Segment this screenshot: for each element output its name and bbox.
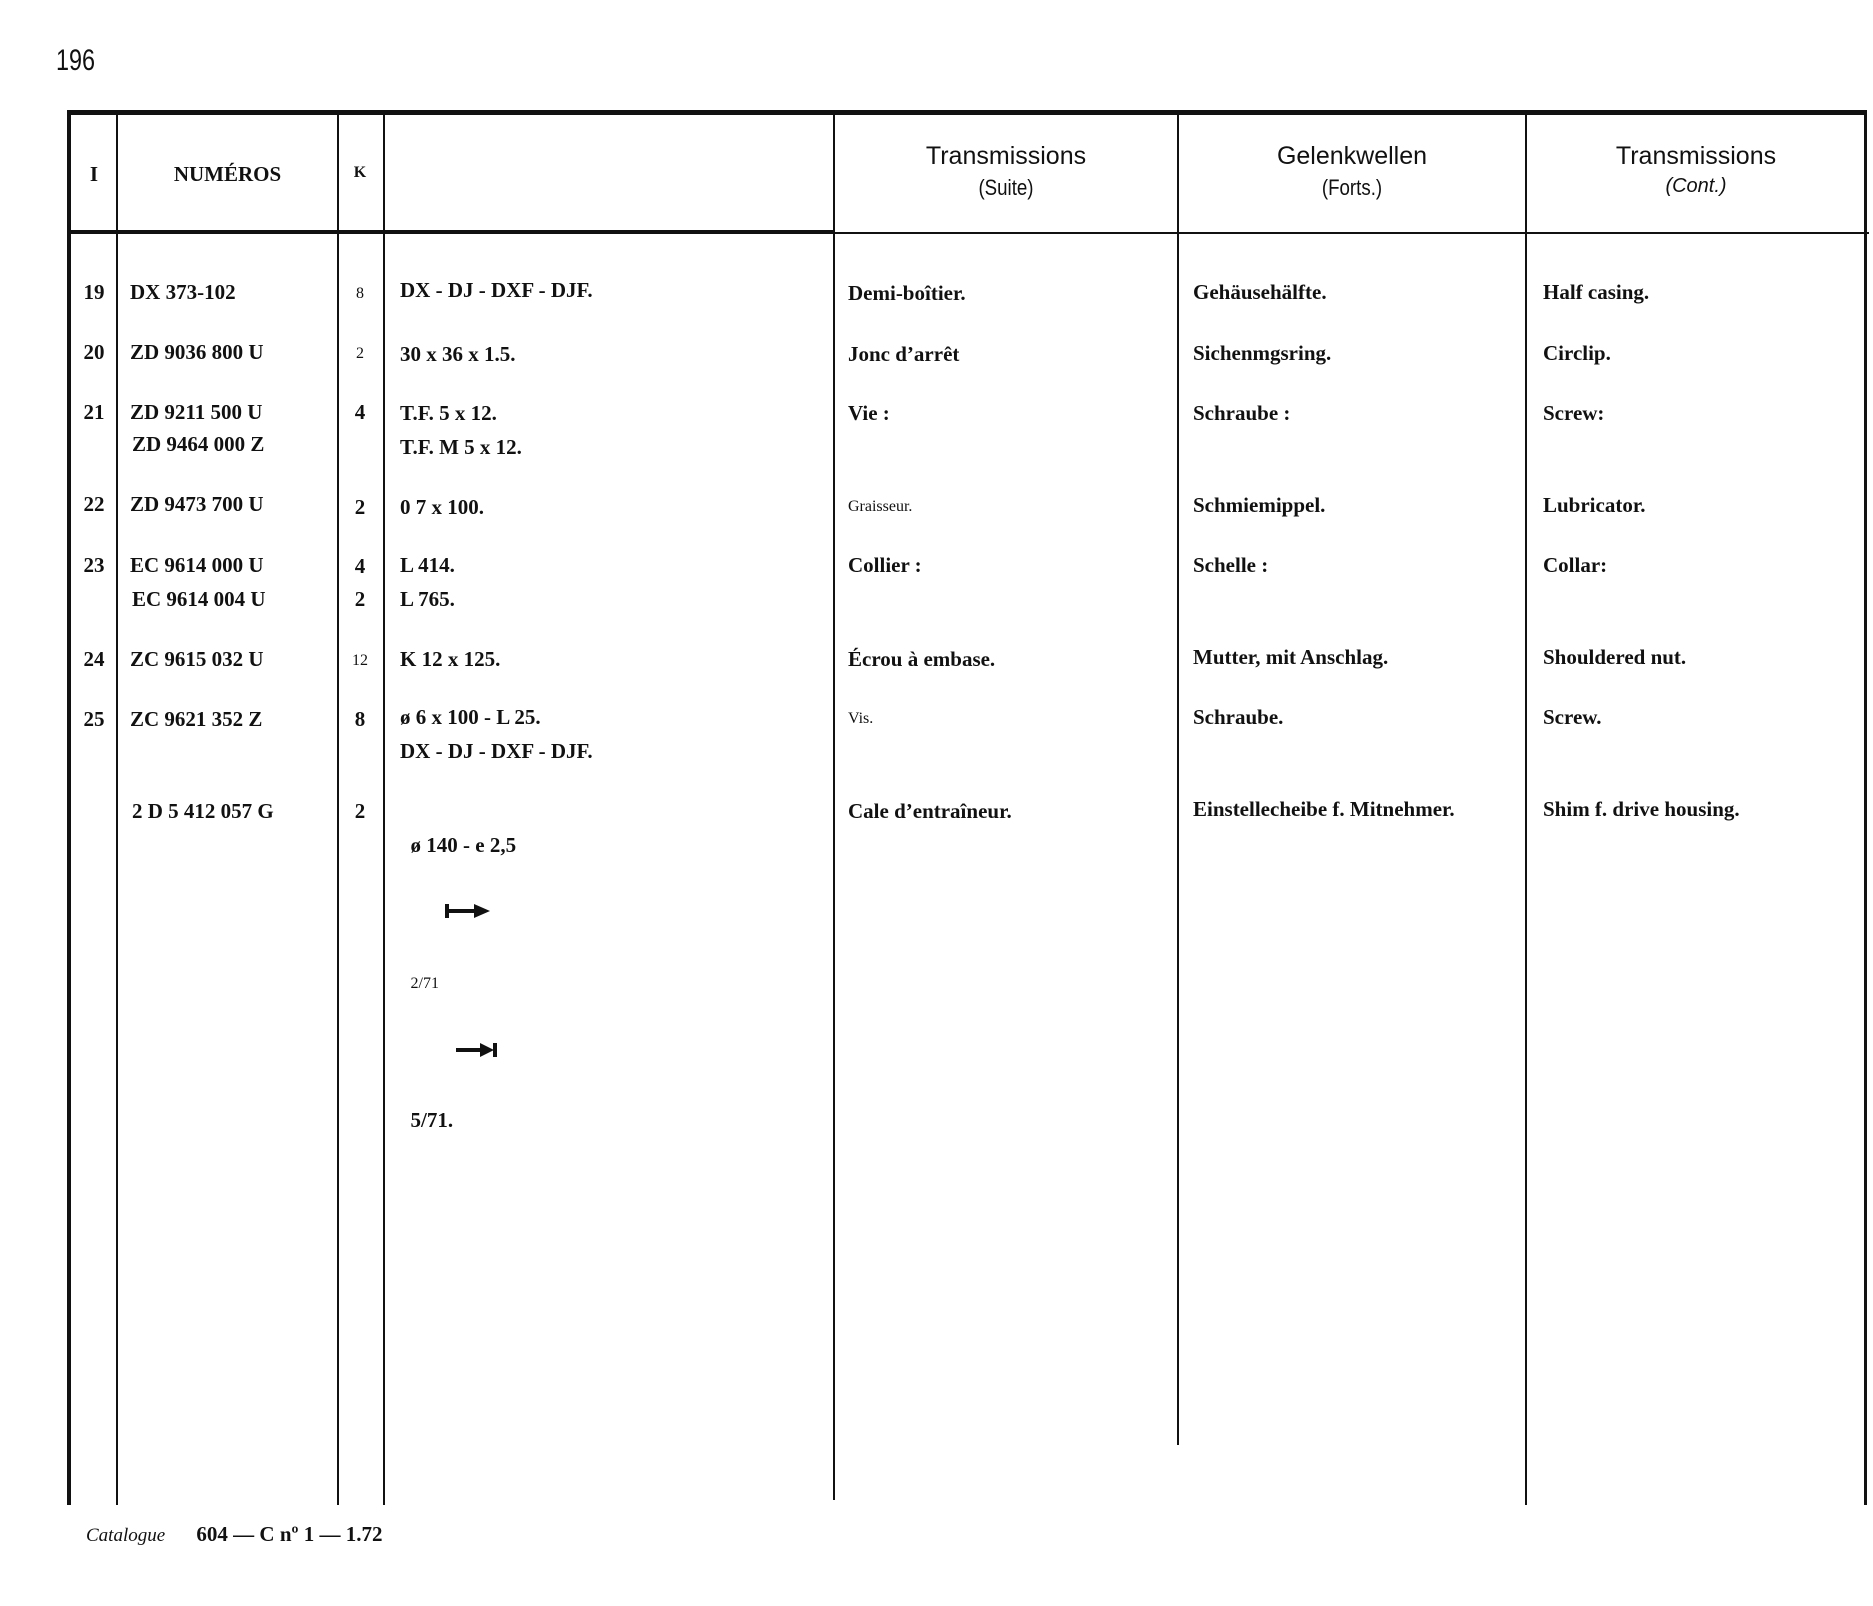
specification: K 12 x 125. (400, 647, 501, 671)
header-index: I (89, 162, 99, 186)
part-number: ZC 9615 032 U (130, 647, 264, 671)
row-index: 20 (83, 340, 105, 364)
header-german-sub: (Forts.) (1321, 175, 1383, 200)
specification-alt: T.F. M 5 x 12. (400, 435, 522, 459)
specification: T.F. 5 x 12. (400, 401, 497, 425)
row-index: 21 (83, 400, 105, 424)
part-number: ZC 9621 352 Z (130, 707, 263, 731)
desc-french: Cale d’entraîneur. (848, 799, 1012, 823)
desc-english: Circlip. (1543, 341, 1611, 365)
desc-english: Shouldered nut. (1543, 645, 1687, 669)
part-number: 2 D 5 412 057 G (132, 799, 274, 823)
desc-french: Écrou à embase. (848, 647, 996, 671)
header-german-title: Gelenkwellen (1276, 142, 1428, 170)
quantity: 2 (354, 799, 366, 823)
arrow-right-icon (423, 862, 490, 964)
desc-english: Half casing. (1543, 280, 1650, 304)
specification: L 414. (400, 553, 455, 577)
desc-french: Jonc d’arrêt (848, 342, 960, 366)
spec-date-from: 2/71 (410, 975, 439, 992)
specification: DX - DJ - DXF - DJF. (400, 278, 593, 302)
header-english (1527, 142, 1865, 198)
col-divider-de (1525, 110, 1527, 1505)
part-number: EC 9614 000 U (130, 553, 264, 577)
quantity: 4 (354, 400, 366, 424)
header-english-title: Transmissions (1615, 142, 1777, 170)
header-bottom-rule-right (834, 232, 1869, 234)
specification: 30 x 36 x 1.5. (400, 342, 516, 366)
header-english-sub: (Cont.) (1665, 175, 1727, 197)
part-number: ZD 9473 700 U (130, 492, 264, 516)
header-bottom-rule-left (68, 230, 834, 234)
desc-english: Screw. (1543, 705, 1602, 729)
desc-english: Screw: (1543, 401, 1605, 425)
footer-catalogue-ref: 604 — C nº 1 — 1.72 (196, 1522, 383, 1546)
specification (400, 794, 840, 1137)
header-french-title: Transmissions (925, 142, 1087, 170)
row-index: 22 (83, 492, 105, 516)
spec-date-to: 5/71. (410, 1108, 454, 1132)
desc-french: Collier : (848, 553, 922, 577)
desc-english: Collar: (1543, 553, 1608, 577)
col-divider-fr (1177, 110, 1179, 1445)
part-number: DX 373-102 (130, 280, 236, 304)
desc-french: Vie : (848, 401, 890, 425)
desc-french: Vis. (848, 710, 874, 727)
quantity: 12 (352, 652, 368, 669)
table-left-border (67, 110, 71, 1505)
row-index: 24 (83, 647, 105, 671)
desc-french: Demi-boîtier. (848, 281, 966, 305)
quantity: 8 (356, 285, 364, 302)
quantity: 4 (354, 554, 366, 578)
desc-german: Schraube. (1193, 705, 1284, 729)
col-divider-index (116, 110, 118, 1505)
quantity: 2 (356, 345, 364, 362)
specification-alt: DX - DJ - DXF - DJF. (400, 739, 593, 763)
desc-german: Schelle : (1193, 553, 1269, 577)
quantity: 8 (354, 707, 366, 731)
part-number-alt: EC 9614 004 U (132, 587, 266, 611)
desc-german: Schmiemippel. (1193, 493, 1326, 517)
page-number: 196 (56, 44, 96, 77)
part-number: ZD 9036 800 U (130, 340, 264, 364)
desc-english: Shim f. drive housing. (1543, 797, 1740, 821)
part-number-alt: ZD 9464 000 Z (132, 432, 265, 456)
specification: ø 6 x 100 - L 25. (400, 705, 541, 729)
header-numeros: NUMÉROS (173, 162, 282, 186)
quantity-alt: 2 (354, 587, 366, 611)
header-french-sub: (Suite) (978, 175, 1034, 200)
desc-german: Sichenmgsring. (1193, 341, 1332, 365)
desc-french: Graisseur. (848, 498, 913, 515)
desc-german: Schraube : (1193, 401, 1291, 425)
arrow-right-bar-icon (435, 1001, 498, 1103)
header-qty: K (353, 164, 367, 181)
desc-german: Gehäusehälfte. (1193, 280, 1327, 304)
table-right-border (1864, 110, 1867, 1505)
col-divider-qty (383, 110, 385, 1505)
quantity: 2 (354, 495, 366, 519)
desc-german: Mutter, mit Anschlag. (1193, 645, 1389, 669)
specification-alt: L 765. (400, 587, 455, 611)
footer-catalogue-label: Catalogue (86, 1525, 166, 1546)
row-index: 19 (83, 280, 105, 304)
desc-german: Einstellecheibe f. Mitnehmer. (1193, 797, 1455, 821)
header-french (836, 142, 1176, 201)
header-german (1179, 142, 1525, 201)
row-index: 23 (83, 553, 105, 577)
spec-dimensions: ø 140 - e 2,5 (410, 833, 517, 857)
row-index: 25 (83, 707, 105, 731)
specification: 0 7 x 100. (400, 495, 484, 519)
part-number: ZD 9211 500 U (130, 400, 263, 424)
desc-english: Lubricator. (1543, 493, 1646, 517)
catalogue-footer (86, 1522, 382, 1547)
